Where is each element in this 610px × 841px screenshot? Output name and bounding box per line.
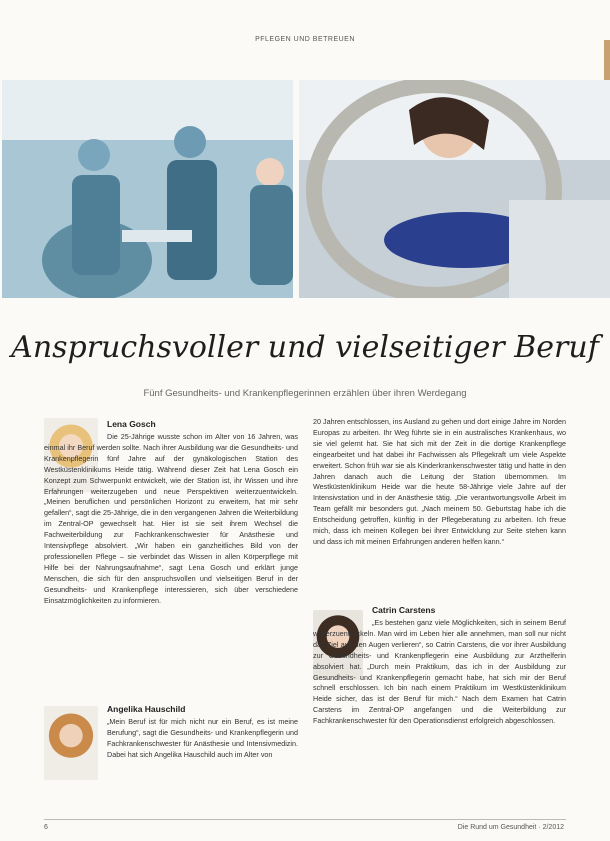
- article-subtitle: Fünf Gesundheits- und Krankenpflegerinnen erzählen über ihren Werdegang: [143, 388, 467, 399]
- magazine-issue: Die Rund um Gesundheit · 2/2012: [457, 824, 564, 831]
- portrait-angelika-hauschild: [44, 706, 98, 780]
- surgery-team-photo: [2, 80, 293, 298]
- section-label: PFLEGEN UND BETREUEN: [255, 36, 355, 43]
- text-angelika-hauschild: [107, 717, 298, 815]
- text-lena-gosch: [44, 432, 298, 700]
- name-angelika-hauschild: Angelika Hauschild: [107, 704, 186, 714]
- page-number: 6: [44, 824, 48, 831]
- paragraph-lena: Die 25-Jährige wusste schon im Alter von 16 Jahren, was einmal ihr Beruf werden sollte. Nach ihrer Ausbildung war die Gesundheits- und Krankenpflegerin fünf Jahre auf der gynäkologischen Station des Westküstenklinikums Heide tätig. Während dieser Zeit hat Lena Gosch ein Konzept zum Schwerpunkt entwickelt, wie der Station ist, ihr Wissen und ihre Erfahrungen weiterzugeben und neue Perspektiven weiterzuentwickeln. „Meinen beruflichen und persönlichen Horizont zu erweitern, hat mir sehr gefallen“, sagt die 25-Jährige, die in den vergangenen Jahren die Weiterbildung im Zentral-OP gewechselt hat. Hier ist sie seit ihrem Wechsel die Fachweiterbildung zur Fachkrankenschwester für Anästhesie und Intensivpflege absolviert. „Wir haben ein ganzheitliches Bild von der professionellen Pflege – sie verbindet das Wissen in allen Körperpflege mit Hilfe bei der Nahrungsaufnahme“, sagt Lena Gosch und erklärt junge Menschen, die sich für den anspruchsvollen und vielseitigen Beruf in der Gesundheits- und Krankenpflege interessieren, sich über verschiedene Einsatzmöglichkeiten zu informieren.: [44, 432, 298, 605]
- name-lena-gosch: Lena Gosch: [107, 419, 156, 429]
- surgery-team-illustration: [2, 80, 293, 298]
- footer-divider: [44, 819, 566, 820]
- paragraph-continuation: 20 Jahren entschlossen, ins Ausland zu gehen und dort einige Jahre im Norden Europas zu arbeiten. Ihr Weg führte sie in ein australisches Krankenhaus, wo sie viel gelernt hat. Sie hat sich mit der Zeit in die dortige Krankenpflege eingearbeitet und hat dabei ihr Fachwissen als Pflegekraft um viele Aspekte erweitert. Schon früh war sie als Kinderkrankenschwester tätig und hatte in den Jahren danach auch die Leitung der Station übernommen. Im Westküstenklinikum Heide war die heute 58-Jährige viele Jahre auf der Intensivstation und in der Anästhesie tätig. „Die verantwortungsvolle Arbeit im Team gefällt mir besonders gut. „Nach meinem 50. Geburtstag habe ich die Entscheidung getroffen, künftig in der Pflegeberatung zu arbeiten. Ich freue mich, dass ich meinen Kollegen bei ihrer Entwicklung zur Seite stehen kann und dass ich mit meinen Erfahrungen anderen helfen kann.“: [313, 417, 566, 546]
- text-continuation: [313, 417, 566, 603]
- paragraph-catrin: „Es bestehen ganz viele Möglichkeiten, sich in seinem Beruf weiterzuentwickeln. Man wird im Leben hier alle annehmen, man soll nur nicht das Ziel aus den Augen verlieren“, so Catrin Carstens, die vor ihrer Ausbildung zur Gesundheits- und Krankenpflegerin eine Ausbildung zur Arzthelferin absolviert hat. „Durch mein Praktikum, das ich in der Ausbildung zur Gesundheits- und Krankenpflegerin gemacht habe, hat sich mir der Beruf schnell erschlossen. Ich bin nach einem Praktikum im Westküstenklinikum Heide sicher, das ist der Beruf für mich.“ Nach dem Examen hat Catrin Carstens im Zentral-OP angefangen und die Weiterbildung zur Fachkrankenschwester für den Operationsdienst erfolgreich abgeschlossen.: [313, 618, 566, 726]
- nurse-incubator-photo: [299, 80, 610, 298]
- incubator-illustration: [299, 80, 610, 298]
- paragraph-angelika: „Mein Beruf ist für mich nicht nur ein Beruf, es ist meine Berufung“, sagt die Gesundheits- und Krankenpflegerin und Fachkrankenschwester für Anästhesie und Intensivmedizin. Dabei hat sich Angelika Hauschild auch im Alter von: [107, 717, 298, 759]
- name-catrin-carstens: Catrin Carstens: [372, 605, 436, 615]
- article-title: Anspruchsvoller und vielseitiger Beruf: [11, 330, 599, 365]
- text-catrin-carstens: [313, 618, 566, 814]
